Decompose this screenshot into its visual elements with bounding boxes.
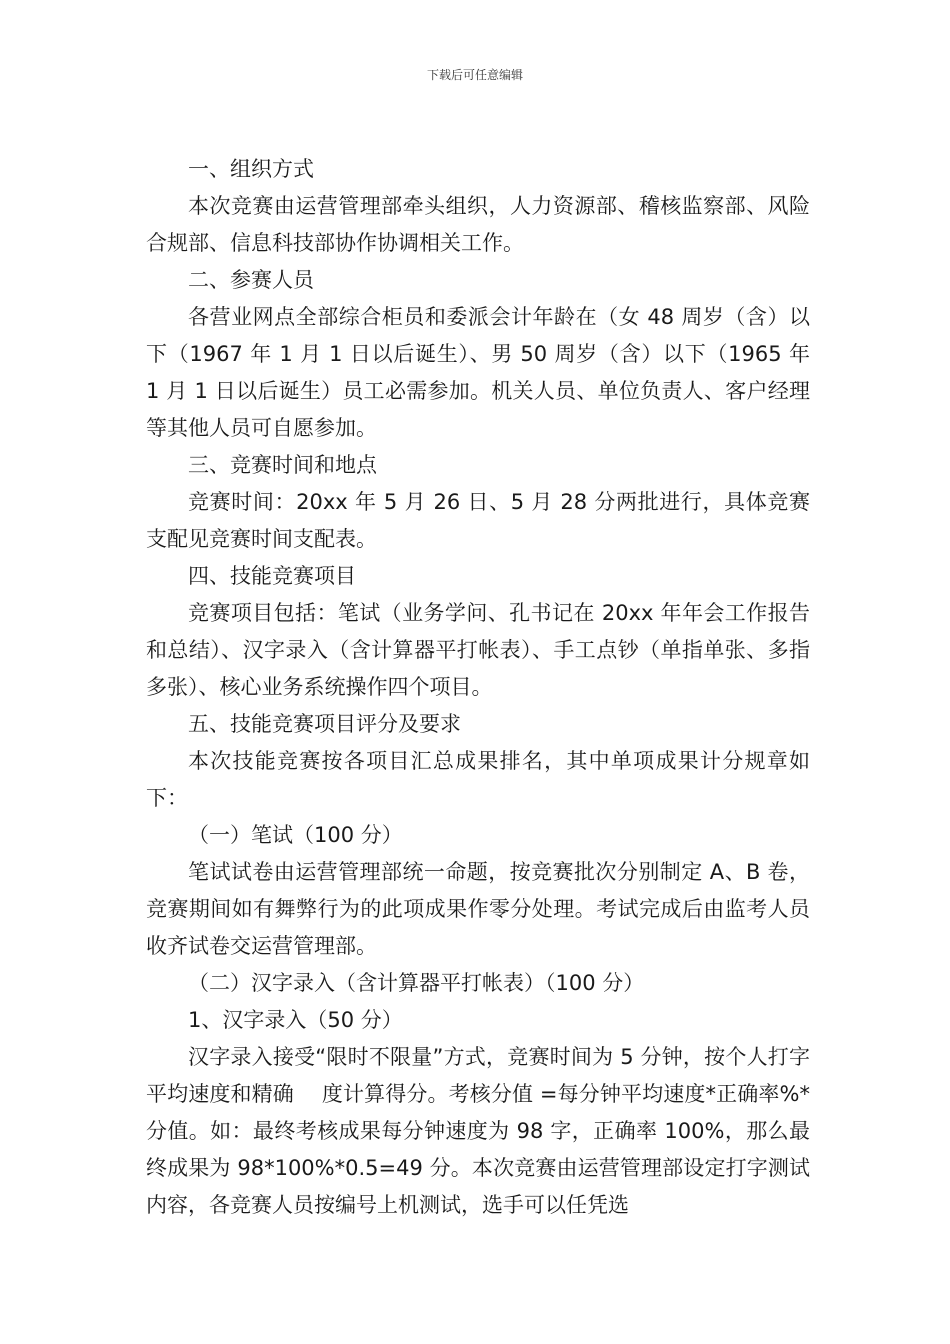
heading-competition-items: 四、技能竞赛项目 [188, 564, 356, 588]
paragraph-chinese-input: 汉字录入接受“限时不限量”方式，竞赛时间为 5 分钟，按个人打字平均速度和精确 度计算得分。考核分值 =每分钟平均速度*正确率%*分值。如：最终考核成果每分钟速度为 98 字，正确率 100%，那么最终成果为 98*100%*0.5=49 分。本次竞赛由运营管理部设定打字测试内容，各竞赛人员按编号上机测试，选手可以任凭选 [146, 1045, 810, 1217]
paragraph-competition-items: 竞赛项目包括：笔试（业务学问、孔书记在 20xx 年年会工作报告和总结）、汉字录入（含计算器平打帐表）、手工点钞（单指单张、多指多张）、核心业务系统操作四个项目。 [146, 601, 810, 699]
document-body [146, 151, 810, 1224]
paragraph-written-test: 笔试试卷由运营管理部统一命题，按竞赛批次分别制定 A、B 卷，竞赛期间如有舞弊行为的此项成果作零分处理。考试完成后由监考人员收齐试卷交运营管理部。 [146, 860, 810, 958]
heading-participants: 二、参赛人员 [188, 268, 314, 292]
paragraph-time-location: 竞赛时间：20xx 年 5 月 26 日、5 月 28 分两批进行，具体竞赛支配见竞赛时间支配表。 [146, 490, 810, 551]
heading-scoring: 五、技能竞赛项目评分及要求 [188, 712, 461, 736]
subheading-written-test: （一）笔试（100 分） [188, 823, 403, 847]
heading-time-location: 三、竞赛时间和地点 [188, 453, 377, 477]
page-header: 下载后可任意编辑 [426, 68, 523, 82]
heading-organization: 一、组织方式 [188, 157, 314, 181]
subheading-chinese-input: （二）汉字录入（含计算器平打帐表）（100 分） [188, 971, 645, 995]
paragraph-participants: 各营业网点全部综合柜员和委派会计年龄在（女 48 周岁（含）以下（1967 年 1 月 1 日以后诞生）、男 50 周岁（含）以下（1965 年 1 月 1 日以后诞生）员工必需参加。机关人员、单位负责人、客户经理等其他人员可自愿参加。 [146, 305, 810, 440]
subheading-chinese-input-part1: 1、汉字录入（50 分） [188, 1008, 403, 1032]
paragraph-scoring: 本次技能竞赛按各项目汇总成果排名，其中单项成果计分规章如下： [146, 749, 810, 810]
paragraph-organization: 本次竞赛由运营管理部牵头组织，人力资源部、稽核监察部、风险合规部、信息科技部协作协调相关工作。 [146, 194, 810, 255]
